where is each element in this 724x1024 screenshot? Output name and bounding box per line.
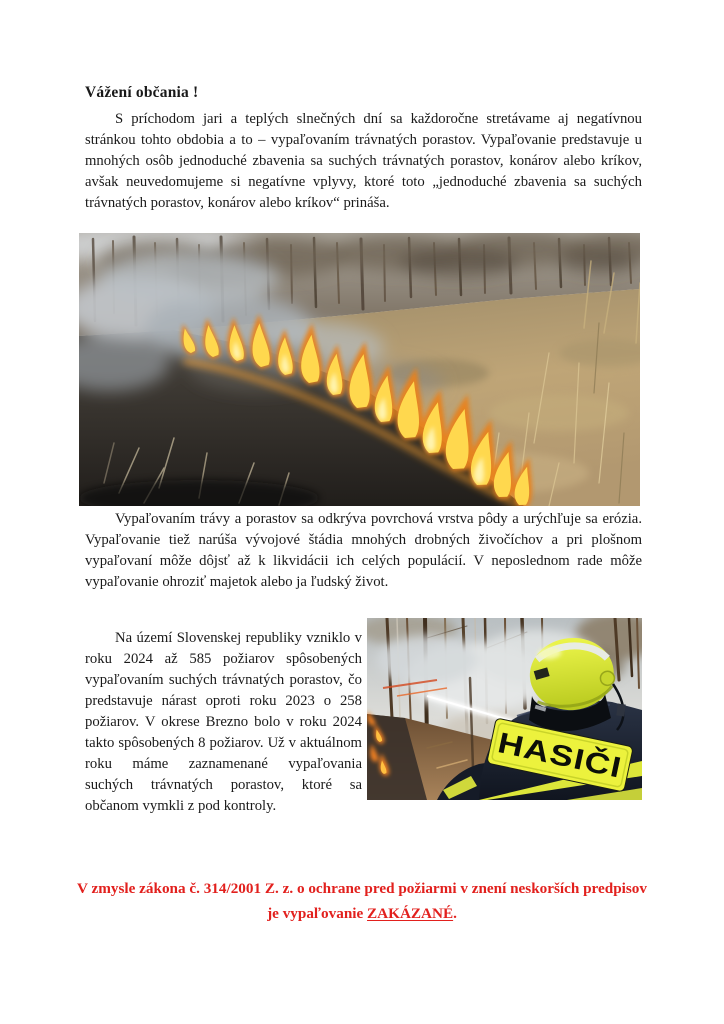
erosion-paragraph: Vypaľovaním trávy a porastov sa odkrýva povrchová vrstva pôdy a urýchľuje sa erózia. Vypaľovanie tiež narúša vývojové štádia mnohých drobných živočíchov a pri plošnom vypaľovaní môže dôjsť až k likvidácii ich celých populácií. V neposlednom rade môže vypaľovanie ohroziť majetok alebo ja ľudský život. [85,511,642,590]
grass-fire-photo-art [79,233,640,506]
grass-fire-photo [79,233,640,506]
warning-banned-word: ZAKÁZANÉ [367,905,454,922]
warning-line-1: V zmysle zákona č. 314/2001 Z. z. o ochrane pred požiarmi v znení neskorších predpisov [77,880,647,897]
warning-line-2-prefix: je vypaľovanie [267,905,368,922]
firefighter-photo-art [367,618,642,800]
warning-line-2-suffix: . [453,905,457,922]
intro-paragraph: S príchodom jari a teplých slnečných dní sa každoročne stretávame aj negatívnou stránkou tohto obdobia a to – vypaľovaním trávnatých porastov. Vypaľovanie predstavuje u mnohých osôb jednoduché zbavenia sa suchých trávnatých porastov, konárov alebo kríkov, avšak neuvedomujeme si negatívne vplyvy, ktoré toto „jednoduché zbavenia sa suchých trávnatých porastov, konárov alebo kríkov“ prináša. [85,111,642,211]
statistics-paragraph: Na území Slovenskej republiky vzniklo v roku 2024 až 585 požiarov spôsobených vypaľovaním suchých trávnatých porastov, čo predstavuje nárast oproti roku 2023 o 258 požiarov. V okrese Brezno bolo v roku 2024 takto spôsobených 8 požiarov. Už v aktuálnom roku máme zaznamenané vypaľovania suchých trávnatých porastov, ktoré sa občanom vymkli z pod kontroly. [85,630,362,814]
legal-warning [62,876,662,926]
page-title: Vážení občania ! [85,84,199,101]
hasici-label: HASIČI [494,727,604,781]
firefighter-photo [367,618,642,800]
